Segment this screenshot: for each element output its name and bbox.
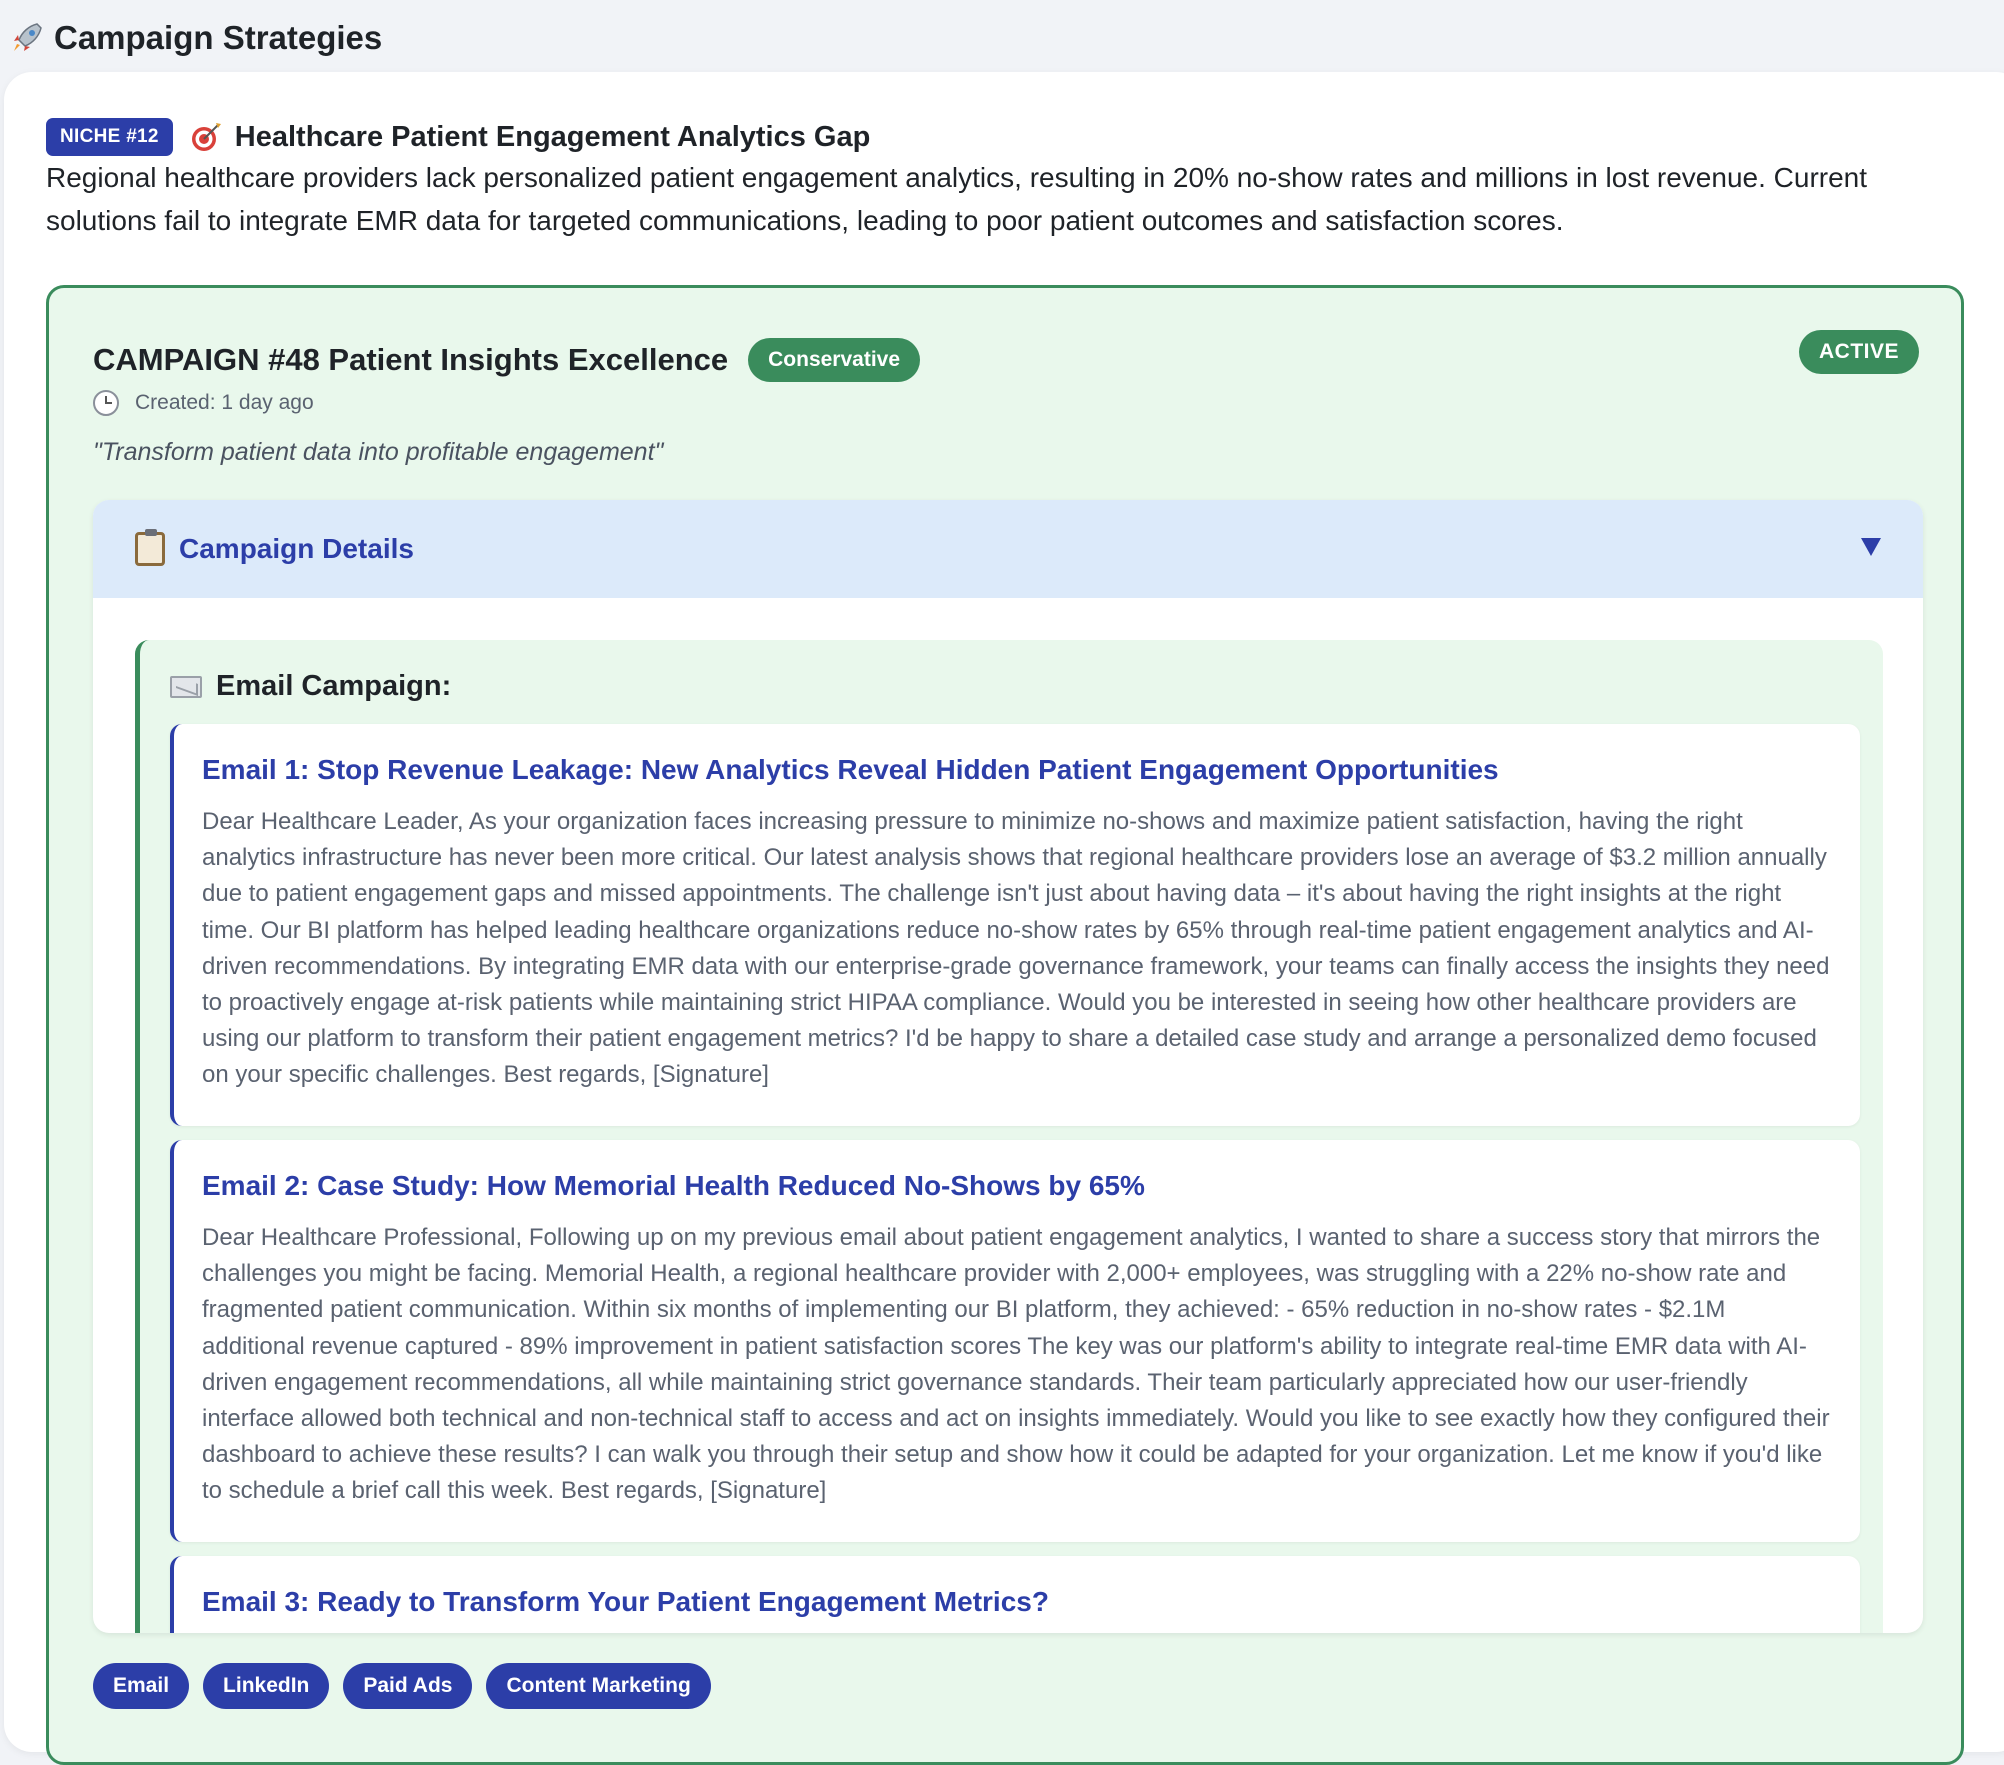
email-card: [170, 1140, 1860, 1542]
niche-description: Regional healthcare providers lack personalized patient engagement analytics, resulting in 20% no-show rates and millions in lost revenue. Current solutions fail to integrate EMR data for targeted communications, leading to poor patient outcomes and satisfaction scores.: [46, 162, 1868, 236]
campaign-title: CAMPAIGN #48 Patient Insights Excellence: [93, 342, 729, 377]
page-title: Campaign Strategies: [54, 19, 383, 56]
email-body: Dear Healthcare Leader, As your organization faces increasing pressure to minimize no-shows and maximize patient satisfaction, having the right analytics infrastructure has never been more critical. Our latest analysis shows that regional healthcare providers lose an average of $3.2 million annually due to patient engagement gaps and missed appointments. The challenge isn't just about having data – it's about having the right insights at the right time. Our BI platform has helped leading healthcare organizations reduce no-show rates by 65% through real-time patient engagement analytics and AI-driven recommendations. By integrating EMR data with our enterprise-grade governance framework, your teams can finally access the insights they need to proactively engage at-risk patients while maintaining strict HIPAA compliance. Would you be interested in seeing how other healthcare providers are using our platform to transform their patient engagement metrics? I'd be happy to share a detailed case study and arrange a personalized demo focused on your specific challenges. Best regards, [Signature]: [202, 808, 1830, 1089]
campaign-card: [46, 285, 1964, 1765]
risk-badge: Conservative: [748, 338, 920, 382]
email-section-header: [170, 670, 451, 703]
page-header: [0, 0, 2004, 76]
email-card: [170, 724, 1860, 1126]
clipboard-icon: [135, 532, 165, 566]
email-card: [170, 1556, 1860, 1633]
created-info: [93, 390, 314, 416]
email-subject: Email 1: Stop Revenue Leakage: New Analytics Reveal Hidden Patient Engagement Opportunities: [202, 754, 1499, 785]
campaign-details-toggle[interactable]: [93, 500, 1923, 598]
campaign-tagline: "Transform patient data into profitable engagement": [93, 438, 664, 466]
email-subject: Email 3: Ready to Transform Your Patient Engagement Metrics?: [202, 1586, 1049, 1617]
email-body: Dear Healthcare Professional, Following up on my previous email about patient engagement analytics, I wanted to share a success story that mirrors the challenges you might be facing. Memorial Health, a regional healthcare provider with 2,000+ employees, was struggling with a 22% no-show rate and fragmented patient communication. Within six months of implementing our BI platform, they achieved: - 65% reduction in no-show rates - $2.1M additional revenue captured - 89% improvement in patient satisfaction scores The key was our platform's ability to integrate real-time EMR data with AI-driven engagement recommendations, all while maintaining strict governance standards. Their team particularly appreciated how our user-friendly interface allowed both technical and non-technical staff to access and act on insights immediately. Would you like to see exactly how they configured their dashboard to achieve these results? I can walk you through their setup and show how it could be adapted for your organization. Let me know if you'd like to schedule a brief call this week. Best regards, [Signature]: [202, 1224, 1830, 1505]
rocket-icon: [4, 20, 50, 56]
email-subject: Email 2: Case Study: How Memorial Health Reduced No-Shows by 65%: [202, 1170, 1145, 1201]
email-campaign-section: [135, 640, 1883, 1633]
channel-tags: [93, 1663, 725, 1709]
niche-title: Healthcare Patient Engagement Analytics Gap: [234, 120, 871, 153]
niche-header: [46, 118, 870, 156]
campaign-details-panel: [93, 500, 1923, 1633]
channel-tag-email[interactable]: Email: [93, 1663, 189, 1709]
campaign-header: [93, 338, 920, 382]
campaign-details-title: Campaign Details: [179, 533, 414, 564]
email-section-title: Email Campaign:: [216, 670, 452, 702]
channel-tag-paid-ads[interactable]: Paid Ads: [343, 1663, 472, 1709]
channel-tag-content-marketing[interactable]: Content Marketing: [486, 1663, 710, 1709]
niche-badge: NICHE #12: [46, 118, 173, 156]
envelope-icon: [170, 676, 202, 698]
channel-tag-linkedin[interactable]: LinkedIn: [203, 1663, 329, 1709]
clock-icon: [93, 390, 119, 416]
status-badge: ACTIVE: [1799, 330, 1919, 374]
target-icon: [189, 120, 223, 154]
chevron-down-icon[interactable]: [1861, 538, 1881, 556]
created-text: Created: 1 day ago: [135, 391, 314, 414]
